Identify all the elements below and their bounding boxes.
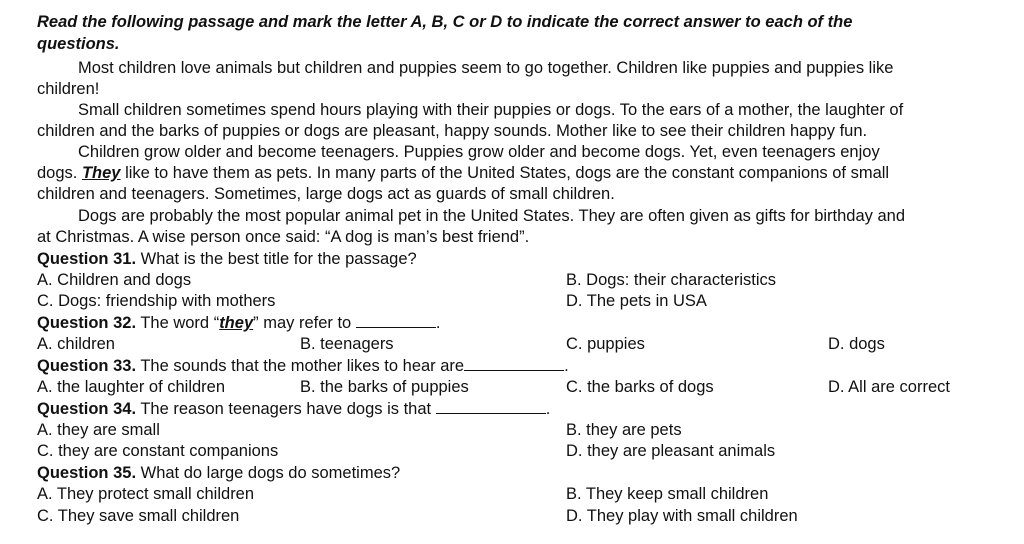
q34-option-b[interactable]: B. they are pets (566, 421, 682, 439)
passage-p2-line-2: children and the barks of puppies or dogs are pleasant, happy sounds. Mother like to see their children happy fun. (37, 122, 868, 140)
question-label: Question 32. (37, 314, 137, 332)
q34-option-d[interactable]: D. they are pleasant animals (566, 442, 776, 460)
q35-option-c[interactable]: C. They save small children (37, 507, 240, 525)
q33-option-a[interactable]: A. the laughter of children (37, 378, 226, 396)
q33-option-b[interactable]: B. the barks of puppies (300, 378, 469, 396)
reference-word: They (81, 164, 121, 182)
passage-p2-line-1: Small children sometimes spend hours playing with their puppies or dogs. To the ears of a mother, the laughter of (78, 101, 904, 119)
q35-option-d[interactable]: D. They play with small children (566, 507, 798, 525)
q31-option-b[interactable]: B. Dogs: their characteristics (566, 271, 776, 289)
instruction-line-2: questions. (37, 35, 120, 53)
q33-option-c[interactable]: C. the barks of dogs (566, 378, 714, 396)
question-text: What do large dogs do sometimes? (140, 464, 401, 482)
question-text: The sounds that the mother likes to hear are (140, 357, 465, 375)
question-34-stem (37, 399, 550, 419)
question-period: . (545, 400, 551, 418)
question-text: What is the best title for the passage? (140, 250, 417, 268)
passage-p4-line-2: at Christmas. A wise person once said: “A dog is man’s best friend”. (37, 228, 530, 246)
reference-word: they (219, 314, 254, 332)
question-text-end: ” may refer to (253, 314, 352, 332)
q32-option-d[interactable]: D. dogs (828, 335, 885, 353)
q31-option-c[interactable]: C. Dogs: friendship with mothers (37, 292, 276, 310)
q32-option-a[interactable]: A. children (37, 335, 115, 353)
question-text: The reason teenagers have dogs is that (140, 400, 432, 418)
question-label: Question 31. (37, 250, 137, 268)
passage-p4-line-1: Dogs are probably the most popular animal pet in the United States. They are often given as gifts for birthday and (78, 207, 906, 225)
q34-option-a[interactable]: A. they are small (37, 421, 160, 439)
answer-blank (464, 356, 564, 371)
question-35-stem (37, 463, 400, 483)
passage-text: dogs. (37, 164, 78, 182)
passage-p3-line-3: children and teenagers. Sometimes, large dogs act as guards of small children. (37, 185, 615, 203)
passage-p3-line-1: Children grow older and become teenagers. Puppies grow older and become dogs. Yet, even teenagers enjoy (78, 143, 880, 161)
q34-option-c[interactable]: C. they are constant companions (37, 442, 279, 460)
question-text-start: The word “ (140, 314, 220, 332)
instruction-line-1: Read the following passage and mark the letter A, B, C or D to indicate the correct answer to each of the (37, 13, 853, 31)
question-label: Question 34. (37, 400, 137, 418)
answer-blank (356, 313, 436, 328)
q31-option-d[interactable]: D. The pets in USA (566, 292, 707, 310)
passage-p1-line-2: children! (37, 80, 100, 98)
passage-p3-line-2 (37, 163, 889, 183)
question-period: . (564, 357, 569, 375)
q35-option-b[interactable]: B. They keep small children (566, 485, 769, 503)
q33-option-d[interactable]: D. All are correct (828, 378, 950, 396)
question-33-stem (37, 356, 569, 376)
question-32-stem (37, 313, 440, 333)
question-label: Question 35. (37, 464, 137, 482)
q35-option-a[interactable]: A. They protect small children (37, 485, 255, 503)
passage-text: like to have them as pets. In many parts of the United States, dogs are the constant companions of small (125, 164, 890, 182)
q32-option-b[interactable]: B. teenagers (300, 335, 394, 353)
q32-option-c[interactable]: C. puppies (566, 335, 645, 353)
question-31-stem (37, 249, 417, 269)
passage-p1-line-1: Most children love animals but children and puppies seem to go together. Children like puppies and puppies like (78, 59, 894, 77)
question-period: . (435, 314, 441, 332)
question-label: Question 33. (37, 357, 137, 375)
answer-blank (436, 399, 546, 414)
q31-option-a[interactable]: A. Children and dogs (37, 271, 192, 289)
